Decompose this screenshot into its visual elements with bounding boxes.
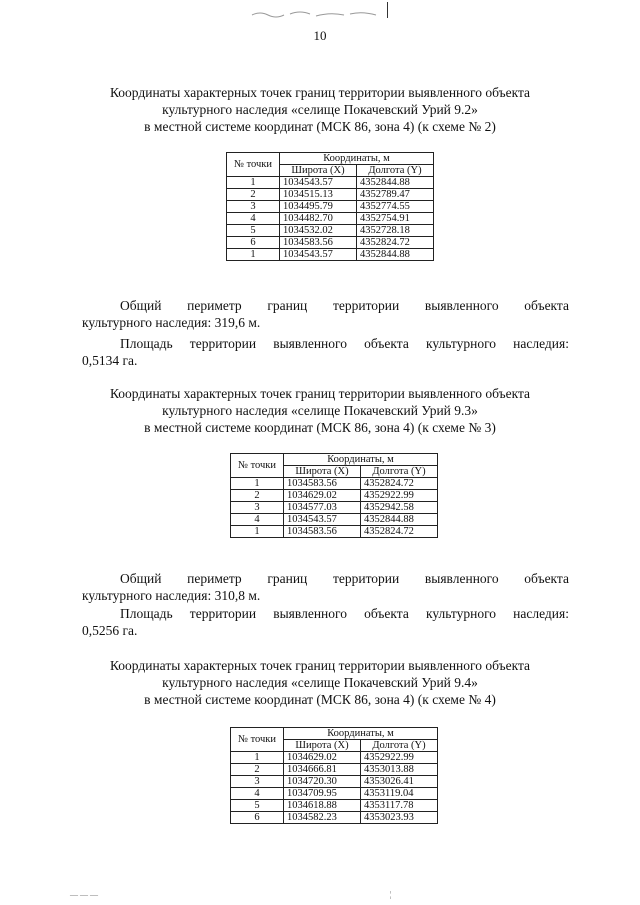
- header-coordinates: Координаты, м: [284, 454, 438, 466]
- area-text: Площадь территории выявленного объекта культурного наследия:: [120, 336, 569, 351]
- point-number-cell: 1: [231, 478, 284, 490]
- header-latitude: Широта (X): [280, 165, 357, 177]
- longitude-cell: 4352844.88: [357, 249, 434, 261]
- longitude-cell: 4352754.91: [357, 213, 434, 225]
- table-row: [231, 752, 438, 764]
- section-2-coordinates-table: [230, 453, 438, 538]
- table-header-row: [231, 728, 438, 740]
- latitude-cell: 1034532.02: [280, 225, 357, 237]
- table-header-row: [227, 153, 434, 165]
- latitude-cell: 1034583.56: [284, 526, 361, 538]
- latitude-cell: 1034709.95: [284, 788, 361, 800]
- longitude-cell: 4352824.72: [361, 478, 438, 490]
- table-header-row: [231, 454, 438, 466]
- latitude-cell: 1034583.56: [280, 237, 357, 249]
- header-longitude: Долгота (Y): [357, 165, 434, 177]
- area-value: 0,5134 га.: [82, 353, 138, 368]
- section-1-area: [82, 335, 569, 369]
- section-1-perimeter: [82, 297, 569, 331]
- section-1-coordinates-table: [226, 152, 434, 261]
- table-row: [231, 800, 438, 812]
- point-number-cell: 2: [227, 189, 280, 201]
- point-number-cell: 4: [227, 213, 280, 225]
- heading-line: Координаты характерных точек границ территории выявленного объекта: [109, 85, 531, 100]
- longitude-cell: 4352922.99: [361, 752, 438, 764]
- latitude-cell: 1034629.02: [284, 490, 361, 502]
- header-longitude: Долгота (Y): [361, 466, 438, 478]
- point-number-cell: 3: [231, 502, 284, 514]
- latitude-cell: 1034543.57: [280, 249, 357, 261]
- heading-line: культурного наследия «селище Покачевский Урий 9.3»: [162, 403, 478, 418]
- latitude-cell: 1034515.13: [280, 189, 357, 201]
- latitude-cell: 1034720.30: [284, 776, 361, 788]
- scan-bottom-mark: — — —: [70, 890, 98, 899]
- point-number-cell: 1: [227, 177, 280, 189]
- longitude-cell: 4353013.88: [361, 764, 438, 776]
- point-number-cell: 1: [231, 526, 284, 538]
- heading-line: в местной системе координат (МСК 86, зона 4) (к схеме № 3): [144, 420, 496, 435]
- table-row: [227, 225, 434, 237]
- table-row: [231, 788, 438, 800]
- latitude-cell: 1034583.56: [284, 478, 361, 490]
- latitude-cell: 1034618.88: [284, 800, 361, 812]
- longitude-cell: 4352824.72: [361, 526, 438, 538]
- header-point-number: № точки: [227, 153, 280, 177]
- point-number-cell: 2: [231, 764, 284, 776]
- table-row: [227, 213, 434, 225]
- table-row: [227, 201, 434, 213]
- latitude-cell: 1034666.81: [284, 764, 361, 776]
- area-value: 0,5256 га.: [82, 623, 138, 638]
- longitude-cell: 4353026.41: [361, 776, 438, 788]
- section-2-area: [82, 605, 569, 639]
- point-number-cell: 5: [227, 225, 280, 237]
- heading-line: Координаты характерных точек границ территории выявленного объекта: [109, 386, 531, 401]
- point-number-cell: 1: [231, 752, 284, 764]
- longitude-cell: 4352789.47: [357, 189, 434, 201]
- table-row: [231, 514, 438, 526]
- point-number-cell: 3: [231, 776, 284, 788]
- table-row: [231, 478, 438, 490]
- table-row: [227, 249, 434, 261]
- latitude-cell: 1034543.57: [280, 177, 357, 189]
- header-latitude: Широта (X): [284, 466, 361, 478]
- point-number-cell: 5: [231, 800, 284, 812]
- section-1-heading: [0, 84, 640, 135]
- point-number-cell: 6: [231, 812, 284, 824]
- point-number-cell: 4: [231, 514, 284, 526]
- table-row: [231, 776, 438, 788]
- header-point-number: № точки: [231, 728, 284, 752]
- heading-line: Координаты характерных точек границ территории выявленного объекта: [109, 658, 531, 673]
- table-row: [231, 812, 438, 824]
- section-3-coordinates-table: [230, 727, 438, 824]
- section-3-heading: [0, 657, 640, 708]
- section-2-perimeter: [82, 570, 569, 604]
- longitude-cell: 4353119.04: [361, 788, 438, 800]
- table-row: [227, 177, 434, 189]
- header-latitude: Широта (X): [284, 740, 361, 752]
- heading-line: культурного наследия «селище Покачевский Урий 9.4»: [162, 675, 478, 690]
- point-number-cell: 2: [231, 490, 284, 502]
- heading-line: в местной системе координат (МСК 86, зона 4) (к схеме № 4): [144, 692, 496, 707]
- perimeter-value: культурного наследия: 319,6 м.: [82, 315, 261, 330]
- table-row: [231, 764, 438, 776]
- table-row: [227, 237, 434, 249]
- longitude-cell: 4353117.78: [361, 800, 438, 812]
- header-coordinates: Координаты, м: [280, 153, 434, 165]
- perimeter-text: Общий периметр границ территории выявленного объекта: [120, 571, 569, 586]
- longitude-cell: 4352728.18: [357, 225, 434, 237]
- latitude-cell: 1034629.02: [284, 752, 361, 764]
- header-point-number: № точки: [231, 454, 284, 478]
- point-number-cell: 3: [227, 201, 280, 213]
- longitude-cell: 4352922.99: [361, 490, 438, 502]
- longitude-cell: 4352774.55: [357, 201, 434, 213]
- table-row: [231, 502, 438, 514]
- point-number-cell: 1: [227, 249, 280, 261]
- perimeter-text: Общий периметр границ территории выявленного объекта: [120, 298, 569, 313]
- header-coordinates: Координаты, м: [284, 728, 438, 740]
- longitude-cell: 4352942.58: [361, 502, 438, 514]
- longitude-cell: 4352844.88: [357, 177, 434, 189]
- longitude-cell: 4353023.93: [361, 812, 438, 824]
- latitude-cell: 1034495.79: [280, 201, 357, 213]
- perimeter-value: культурного наследия: 310,8 м.: [82, 588, 261, 603]
- longitude-cell: 4352824.72: [357, 237, 434, 249]
- header-longitude: Долгота (Y): [361, 740, 438, 752]
- scan-bottom-tick: ¦: [390, 890, 392, 899]
- area-text: Площадь территории выявленного объекта культурного наследия:: [120, 606, 569, 621]
- point-number-cell: 6: [227, 237, 280, 249]
- longitude-cell: 4352844.88: [361, 514, 438, 526]
- latitude-cell: 1034577.03: [284, 502, 361, 514]
- point-number-cell: 4: [231, 788, 284, 800]
- page-number: 10: [313, 28, 327, 43]
- section-2-heading: [0, 385, 640, 436]
- latitude-cell: 1034582.23: [284, 812, 361, 824]
- latitude-cell: 1034482.70: [280, 213, 357, 225]
- scan-edge-bar: [387, 2, 388, 18]
- table-row: [231, 526, 438, 538]
- latitude-cell: 1034543.57: [284, 514, 361, 526]
- heading-line: в местной системе координат (МСК 86, зона 4) (к схеме № 2): [144, 119, 496, 134]
- table-row: [231, 490, 438, 502]
- heading-line: культурного наследия «селище Покачевский Урий 9.2»: [162, 102, 478, 117]
- table-row: [227, 189, 434, 201]
- scan-stamp-mark: [250, 6, 380, 16]
